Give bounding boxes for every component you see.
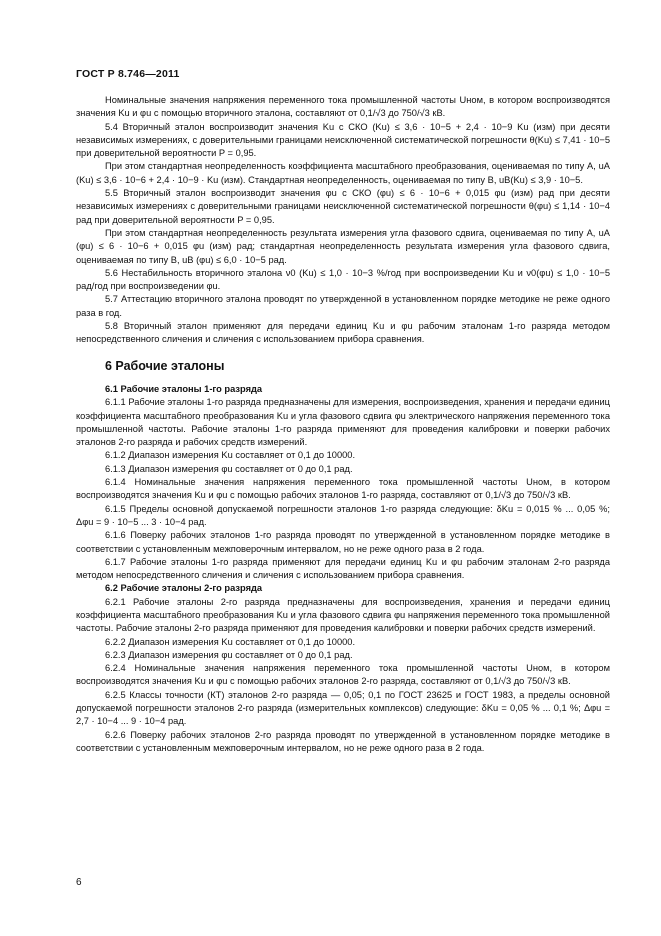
running-header: ГОСТ Р 8.746—2011: [76, 68, 180, 80]
paragraph: 6.2.5 Классы точности (КТ) эталонов 2-го разряда — 0,05; 0,1 по ГОСТ 23625 и ГОСТ 1983, а пределы основной допускаемой погрешности эталонов 2-го разряда (измерительных комплексов) следующие: δKu = 0,05 % ... 0,1 %; Δφu = 2,7 · 10−4 ... 9 · 10−4 рад.: [76, 689, 610, 727]
paragraph: 6.1.6 Поверку рабочих эталонов 1-го разряда проводят по утвержденной в установленном порядке методике в соответствии с установленным межповерочным интервалом, но не реже одного раза в 2 года.: [76, 530, 610, 554]
paragraph: 5.4 Вторичный эталон воспроизводит значения Ku с СКО (Ku) ≤ 3,6 · 10−5 + 2,4 · 10−9 Ku (изм) при десяти независимых измерениях, с доверительными границами неисключенной систематической погрешности θ(Ku) ≤ 7,41 · 10−5 при доверительной вероятности P = 0,95.: [76, 121, 610, 159]
paragraph: 6.1.7 Рабочие эталоны 1-го разряда применяют для передачи единиц Ku и φu рабочим эталонам 2-го разряда методом непосредственного сличения и сличения с использованием прибора сравнения.: [76, 556, 610, 581]
paragraph: 6.2.3 Диапазон измерения φu составляет от 0 до 0,1 рад.: [105, 649, 353, 660]
paragraph: 6.2.6 Поверку рабочих эталонов 2-го разряда проводят по утвержденной в установленном порядке методике в соответствии с установленным межповерочным интервалом, но не реже одного раза в 2 года.: [76, 729, 610, 753]
subsection-heading: 6.2 Рабочие эталоны 2-го разряда: [105, 583, 263, 594]
paragraph: 6.2.2 Диапазон измерения Ku составляет от 0,1 до 10000.: [105, 636, 356, 647]
paragraph: 6.1.3 Диапазон измерения φu составляет от 0 до 0,1 рад.: [105, 463, 353, 474]
paragraph: 6.2.4 Номинальные значения напряжения переменного тока промышленной частоты Uном, в котором воспроизводятся значения Ku и φu с помощью рабочих эталонов 2-го разряда, составляют от 0,1/√3 до 750/√3 кВ.: [76, 663, 610, 687]
paragraph: 5.6 Нестабильность вторичного эталона ν0 (Ku) ≤ 1,0 · 10−3 %/год при воспроизведении Ku и ν0(φu) ≤ 1,0 · 10−5 рад/год при воспроизведении φu.: [76, 267, 610, 292]
paragraph: При этом стандартная неопределенность результата измерения угла фазового сдвига, оцениваемая по типу А, uA (φu) ≤ 6 · 10−6 + 0,015 φu (изм) рад; стандартная неопределенность результата измерения угла фазового сдвига, оцениваемая по типу В, uB (φu) ≤ 6,0 · 10−5 рад.: [76, 227, 610, 265]
paragraph: 6.1.2 Диапазон измерения Ku составляет от 0,1 до 10000.: [105, 450, 356, 461]
paragraph: 6.2.1 Рабочие эталоны 2-го разряда предназначены для воспроизведения, хранения и передачи единиц коэффициента масштабного преобразования Ku и угла фазового сдвига φu напряжения переменного тока промышленной частоты. Рабочие эталоны 2-го разряда применяют для проведения калибровки и поверки рабочих средств измерений.: [76, 596, 610, 634]
page-number: 6: [76, 877, 82, 888]
section-heading: 6 Рабочие эталоны: [105, 358, 225, 373]
paragraph: 5.5 Вторичный эталон воспроизводит значения φu с СКО (φu) ≤ 6 · 10−6 + 0,015 φu (изм) рад при десяти независимых измерениях с доверительными границами неисключенной систематической погрешности θ(φu) ≤ 1,14 · 10−4 рад при доверительной вероятности P = 0,95.: [76, 188, 610, 225]
paragraph: 5.8 Вторичный эталон применяют для передачи единиц Ku и φu рабочим эталонам 1-го разряда методом непосредственного сличения и сличения с использованием прибора сравнения.: [76, 321, 610, 345]
paragraph: При этом стандартная неопределенность коэффициента масштабного преобразования, оцениваемая по типу А, uA (Ku) ≤ 3,6 · 10−6 + 2,4 · 10−9 · Ku (изм). Стандартная неопределенность, оцениваемая по типу В, uB(Ku) ≤ 3,9 · 10−5.: [76, 161, 610, 185]
paragraph: 5.7 Аттестацию вторичного эталона проводят по утвержденной в установленном порядке методике не реже одного раза в год.: [76, 294, 610, 318]
paragraph: Номинальные значения напряжения переменного тока промышленной частоты Uном, в котором воспроизводятся значения Ku и φu с помощью вторичного эталона, составляют от 0,1/√3 до 750/√3 кВ.: [76, 95, 610, 119]
paragraph: 6.1.4 Номинальные значения напряжения переменного тока промышленной частоты Uном, в котором воспроизводятся значения Ku и φu с помощью рабочих эталонов 1-го разряда, составляют от 0,1/√3 до 750/√3 кВ.: [76, 477, 610, 501]
paragraph: 6.1.1 Рабочие эталоны 1-го разряда предназначены для измерения, воспроизведения, хранения и передачи единиц коэффициента масштабного преобразования Ku и угла фазового сдвига φu электрического напряжения переменного тока промышленной частоты. Рабочие эталоны 1-го разряда применяют для проведения калибровки и поверки рабочих эталонов 2-го разряда и рабочих средств измерений.: [76, 397, 610, 448]
subsection-heading: 6.1 Рабочие эталоны 1-го разряда: [105, 383, 263, 394]
paragraph: 6.1.5 Пределы основной допускаемой погрешности эталонов 1-го разряда следующие: δKu = 0,015 % ... 0,05 %; Δφu = 9 · 10−5 ... 3 · 10−4 рад.: [76, 503, 610, 527]
body-text: [76, 94, 610, 755]
